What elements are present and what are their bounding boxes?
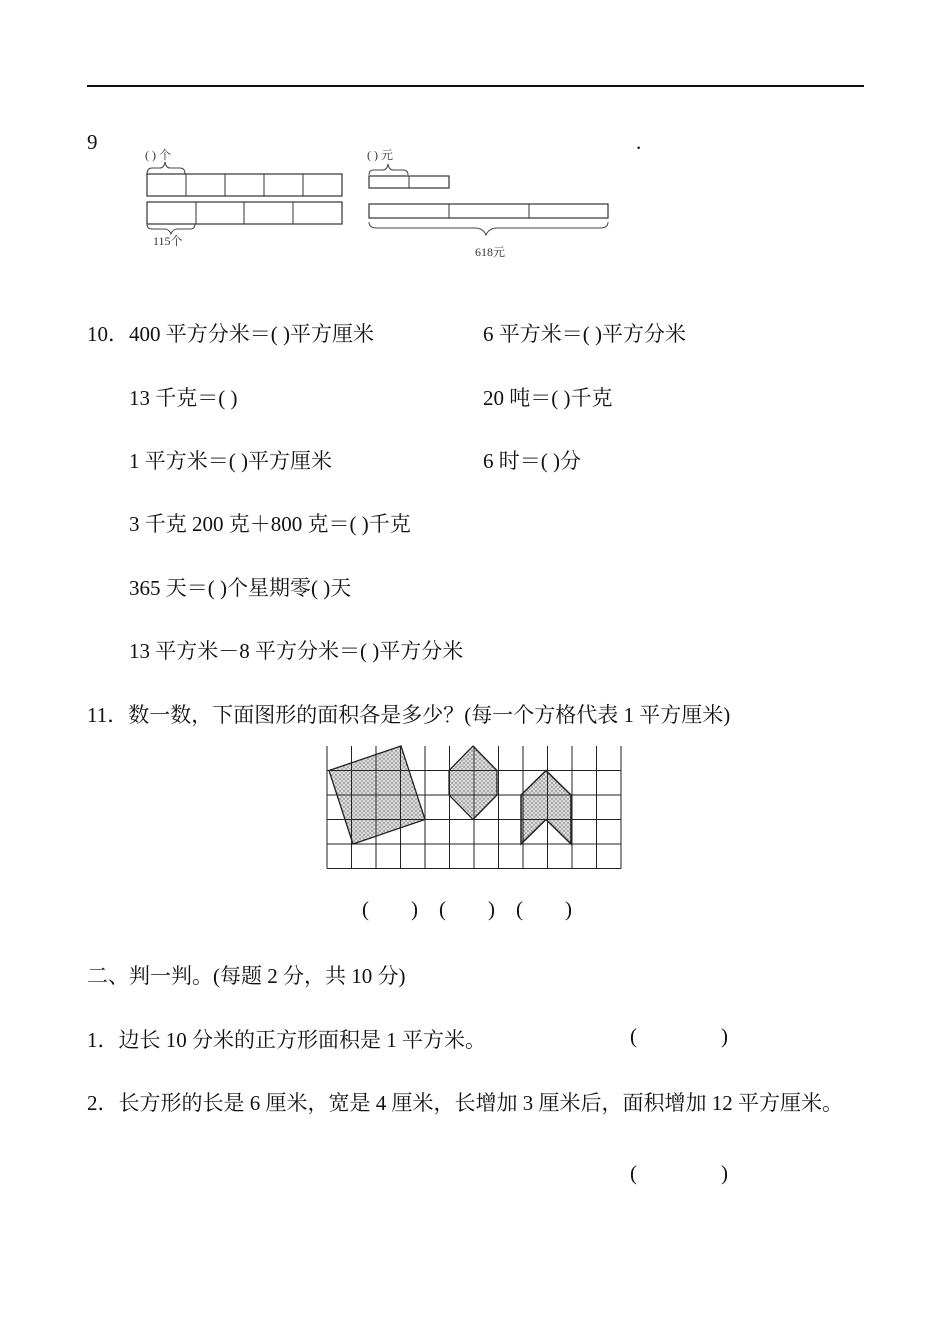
q9-left-bottom-label: 115个	[153, 234, 183, 248]
q9-diagram-left	[140, 160, 350, 240]
q10-line-9: 13 平方米－8 平方分米＝( )平方分米	[129, 639, 464, 663]
arrow-pentagon-shape	[521, 771, 571, 845]
header-rule	[87, 85, 864, 87]
q10-line-5: 1 平方米＝( )平方厘米	[129, 449, 332, 473]
q9-right-top-label: ( ) 元	[367, 148, 393, 162]
judge-item-1-blank[interactable]: ( )	[630, 1024, 728, 1048]
q10-line-7: 3 千克 200 克＋800 克＝( )千克	[129, 512, 411, 536]
q10-line-2: 6 平方米＝( )平方分米	[483, 322, 686, 346]
q9-number: 9	[87, 130, 98, 154]
q9-right-bottom-label: 618元	[475, 245, 506, 259]
q9-diagram-right	[365, 160, 615, 245]
q10-line-1: 10．400 平方分米＝( )平方厘米	[87, 322, 374, 346]
q9-dot: .	[636, 130, 642, 154]
q11-grid-figure	[327, 746, 623, 870]
judge-item-2-text: 2．长方形的长是 6 厘米，宽是 4 厘米，长增加 3 厘米后，面积增加 12 平方厘米。	[87, 1091, 843, 1115]
q11-answer-blanks: ( ) ( ) ( )	[362, 897, 572, 921]
q10-line-3: 13 千克＝( )	[129, 386, 238, 410]
judge-item-2-blank[interactable]: ( )	[630, 1161, 728, 1185]
q10-line-4: 20 吨＝( )千克	[483, 386, 613, 410]
section2-heading: 二、判一判。(每题 2 分，共 10 分)	[87, 964, 406, 988]
q10-line-8: 365 天＝( )个星期零( )天	[129, 576, 352, 600]
q11-prompt: 11．数一数，下面图形的面积各是多少？(每一个方格代表 1 平方厘米)	[87, 703, 731, 727]
q9-left-top-label: ( ) 个	[145, 148, 171, 162]
q10-line-6: 6 时＝( )分	[483, 449, 581, 473]
judge-item-1-text: 1．边长 10 分米的正方形面积是 1 平方米。	[87, 1028, 486, 1052]
hexagon-shape	[449, 746, 497, 820]
